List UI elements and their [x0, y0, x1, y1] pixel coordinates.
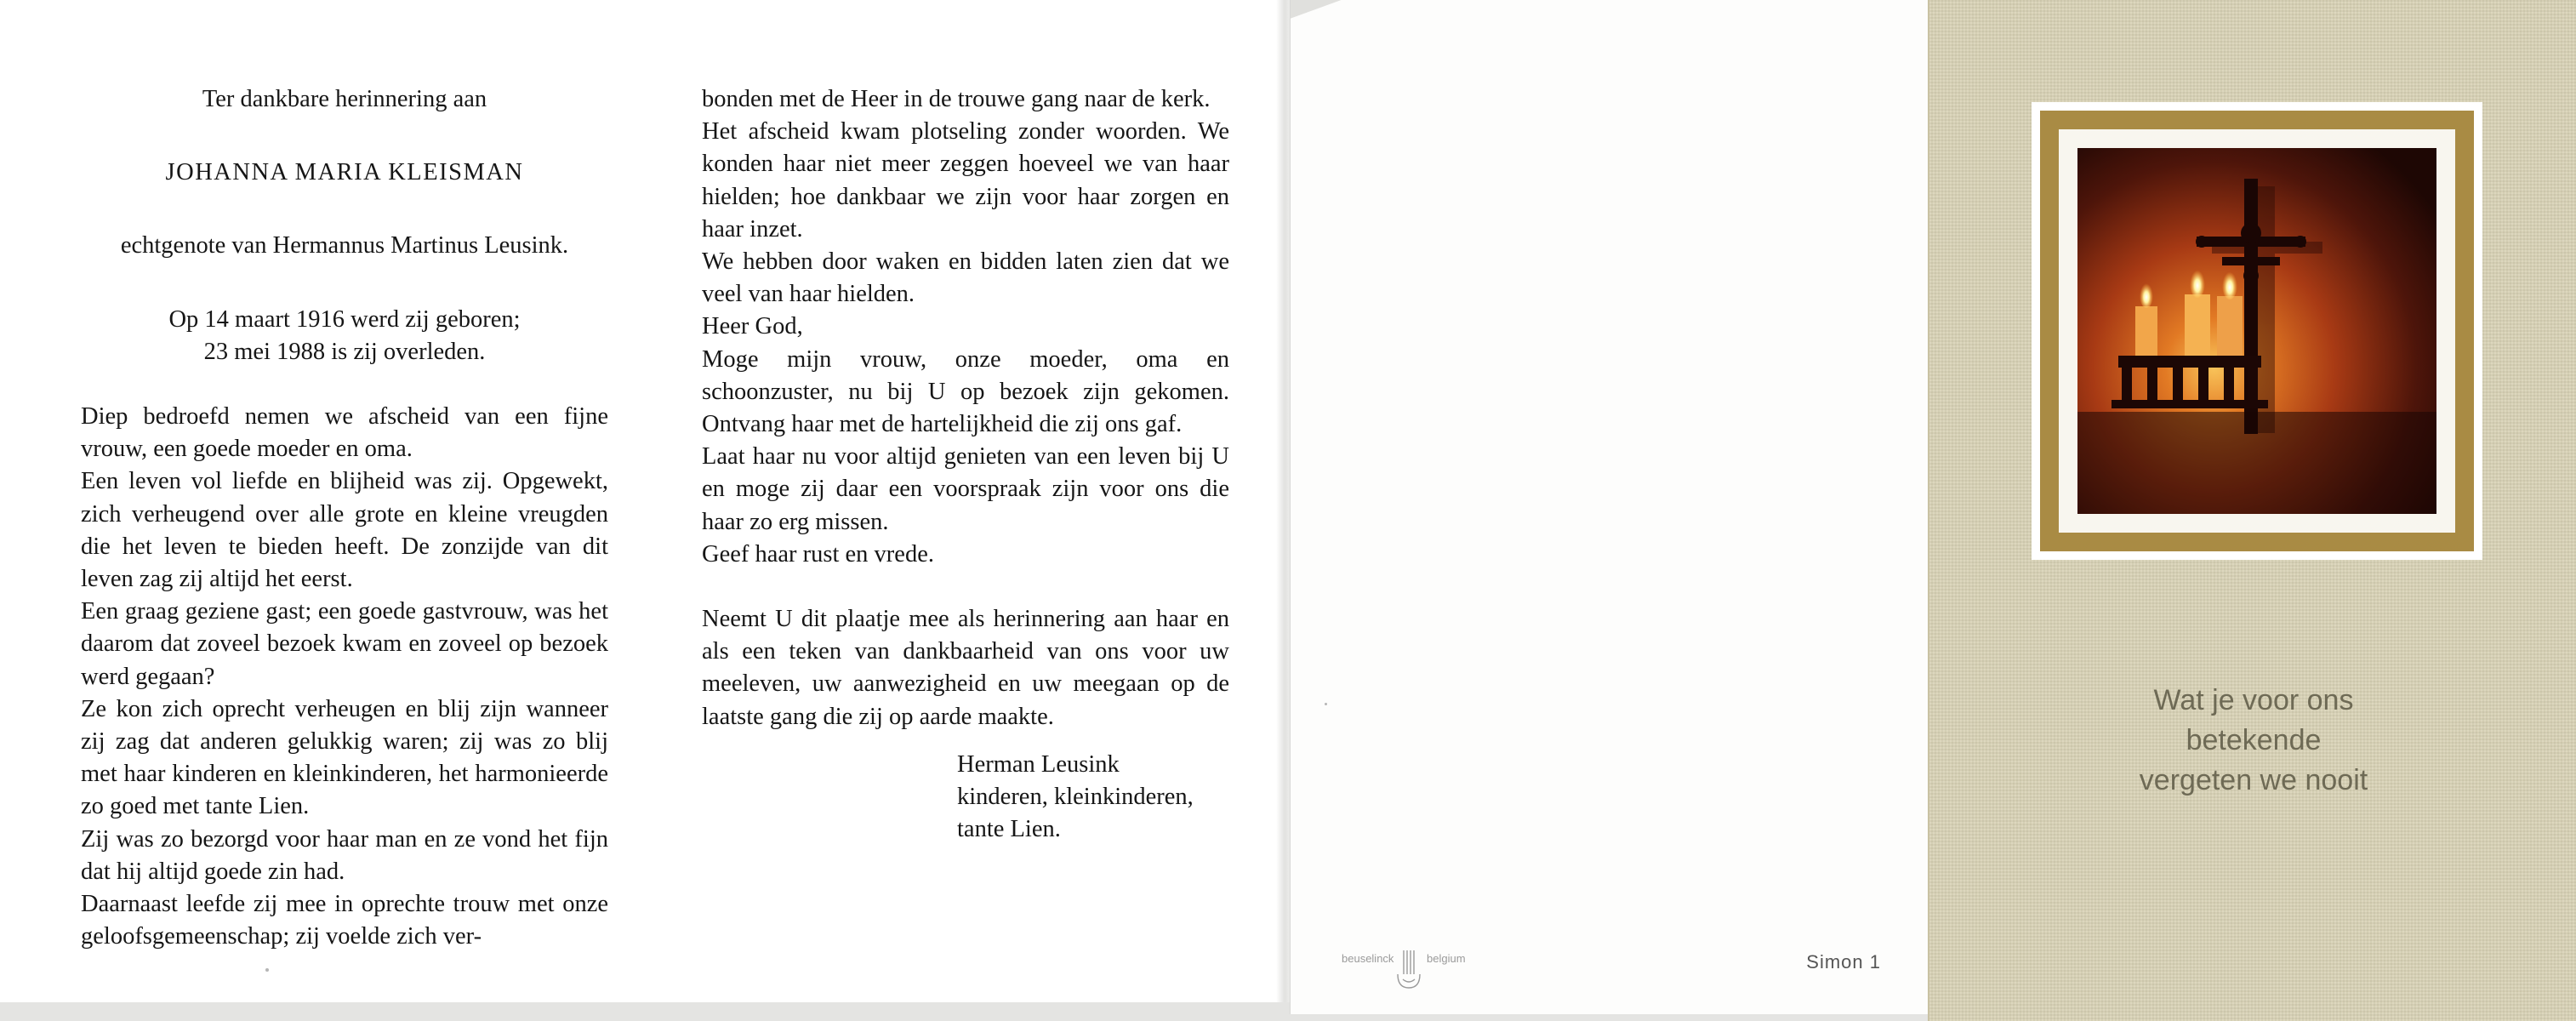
paragraph: Zij was zo bezorgd voor haar man en ze vond het fijn dat hij altijd goede zin had.	[81, 825, 608, 885]
paragraph: Het afscheid kwam plotseling zonder woorden. We konden haar niet meer zeggen hoeveel we van haar hielden; hoe dankbaar we zijn voor haar zorgen en haar inzet.	[702, 118, 1229, 242]
paper-speck	[265, 968, 269, 972]
birth-line: Op 14 maart 1916 werd zij geboren;	[168, 305, 521, 333]
paragraph: Daarnaast leefde zij mee in oprechte trouw met onze geloofsgemeenschap; zij voelde zich ver-	[81, 891, 608, 950]
spouse-line: echtgenote van Hermannus Martinus Leusink.	[120, 232, 569, 260]
paragraph: Een leven vol liefde en blijheid was zij. Opgewekt, zich verheugend over alle grote en kleine vreugden die het leven te bieden heeft. De zonzijde van dit leven zag zij altijd het eerst.	[81, 468, 608, 593]
signature-line: tante Lien.	[957, 816, 1061, 843]
verse-line: betekende	[2186, 724, 2322, 756]
verse-line: vergeten we nooit	[2139, 764, 2368, 796]
candles-cross-photo	[2077, 148, 2436, 514]
card-model-code: Simon 1	[1806, 951, 1881, 973]
paragraph: Moge mijn vrouw, onze moeder, oma en schoonzuster, nu bij U op bezoek zijn gekomen. Ontvang haar met de hartelijkheid die zij ons gaf.	[702, 345, 1229, 438]
gold-mat	[2040, 111, 2474, 551]
paragraph: We hebben door waken en bidden laten zien dat we veel van haar hielden.	[702, 248, 1229, 308]
front-verse	[1929, 681, 2576, 801]
paragraph: Ze kon zich oprecht verheugen en blij zijn wanneer zij zag dat anderen gelukkig waren; zij was zo blij met haar kinderen en kleinkinderen, het harmonieerde zo goed met tante Lien.	[81, 695, 608, 820]
paragraph: Diep bedroefd nemen we afscheid van een fijne vrouw, een goede moeder en oma.	[81, 403, 608, 463]
candlelight-image	[2077, 148, 2436, 514]
memorial-card-back	[1290, 0, 1928, 1014]
printer-emblem-icon	[1394, 949, 1423, 993]
printer-logo	[1342, 949, 1469, 995]
picture-inset	[2059, 129, 2455, 533]
signature-line: kinderen, kleinkinderen,	[957, 784, 1194, 811]
memorial-card-front	[1928, 0, 2576, 1021]
paragraph: Een graag geziene gast; een goede gastvrouw, was het daarom dat zoveel bezoek kwam en zoveel op bezoek werd gegaan?	[81, 598, 608, 690]
prayer-address: Heer God,	[702, 313, 803, 340]
paragraph: Geef haar rust en vrede.	[702, 540, 934, 568]
corner-crease	[1291, 0, 1350, 24]
printer-country: belgium	[1427, 952, 1466, 965]
picture-frame	[2032, 102, 2482, 560]
printer-name: beuselinck	[1342, 952, 1394, 965]
paragraph: bonden met de Heer in de trouwe gang naar de kerk.	[702, 86, 1211, 112]
intro-line: Ter dankbare herinnering aan	[202, 86, 487, 112]
closing-paragraph: Neemt U dit plaatje mee als herinnering aan haar en als een teken van dankbaarheid van ons voor uw meeleven, uw aanwezigheid en uw meegaan op de laatste gang die zij op aarde maakte.	[702, 606, 1229, 730]
deceased-name: JOHANNA MARIA KLEISMAN	[165, 159, 524, 186]
signature-line: Herman Leusink	[957, 750, 1120, 778]
death-line: 23 mei 1988 is zij overleden.	[203, 338, 486, 365]
right-column	[702, 83, 1229, 846]
signature-block	[957, 749, 1229, 847]
memorial-card-inside	[0, 0, 1283, 1014]
paragraph: Laat haar nu voor altijd genieten van een leven bij U en moge zij daar een voorspraak zijn voor ons die haar zo erg missen.	[702, 443, 1229, 535]
verse-line: Wat je voor ons	[2153, 684, 2354, 716]
paper-speck	[1325, 703, 1327, 705]
left-column	[81, 83, 608, 953]
